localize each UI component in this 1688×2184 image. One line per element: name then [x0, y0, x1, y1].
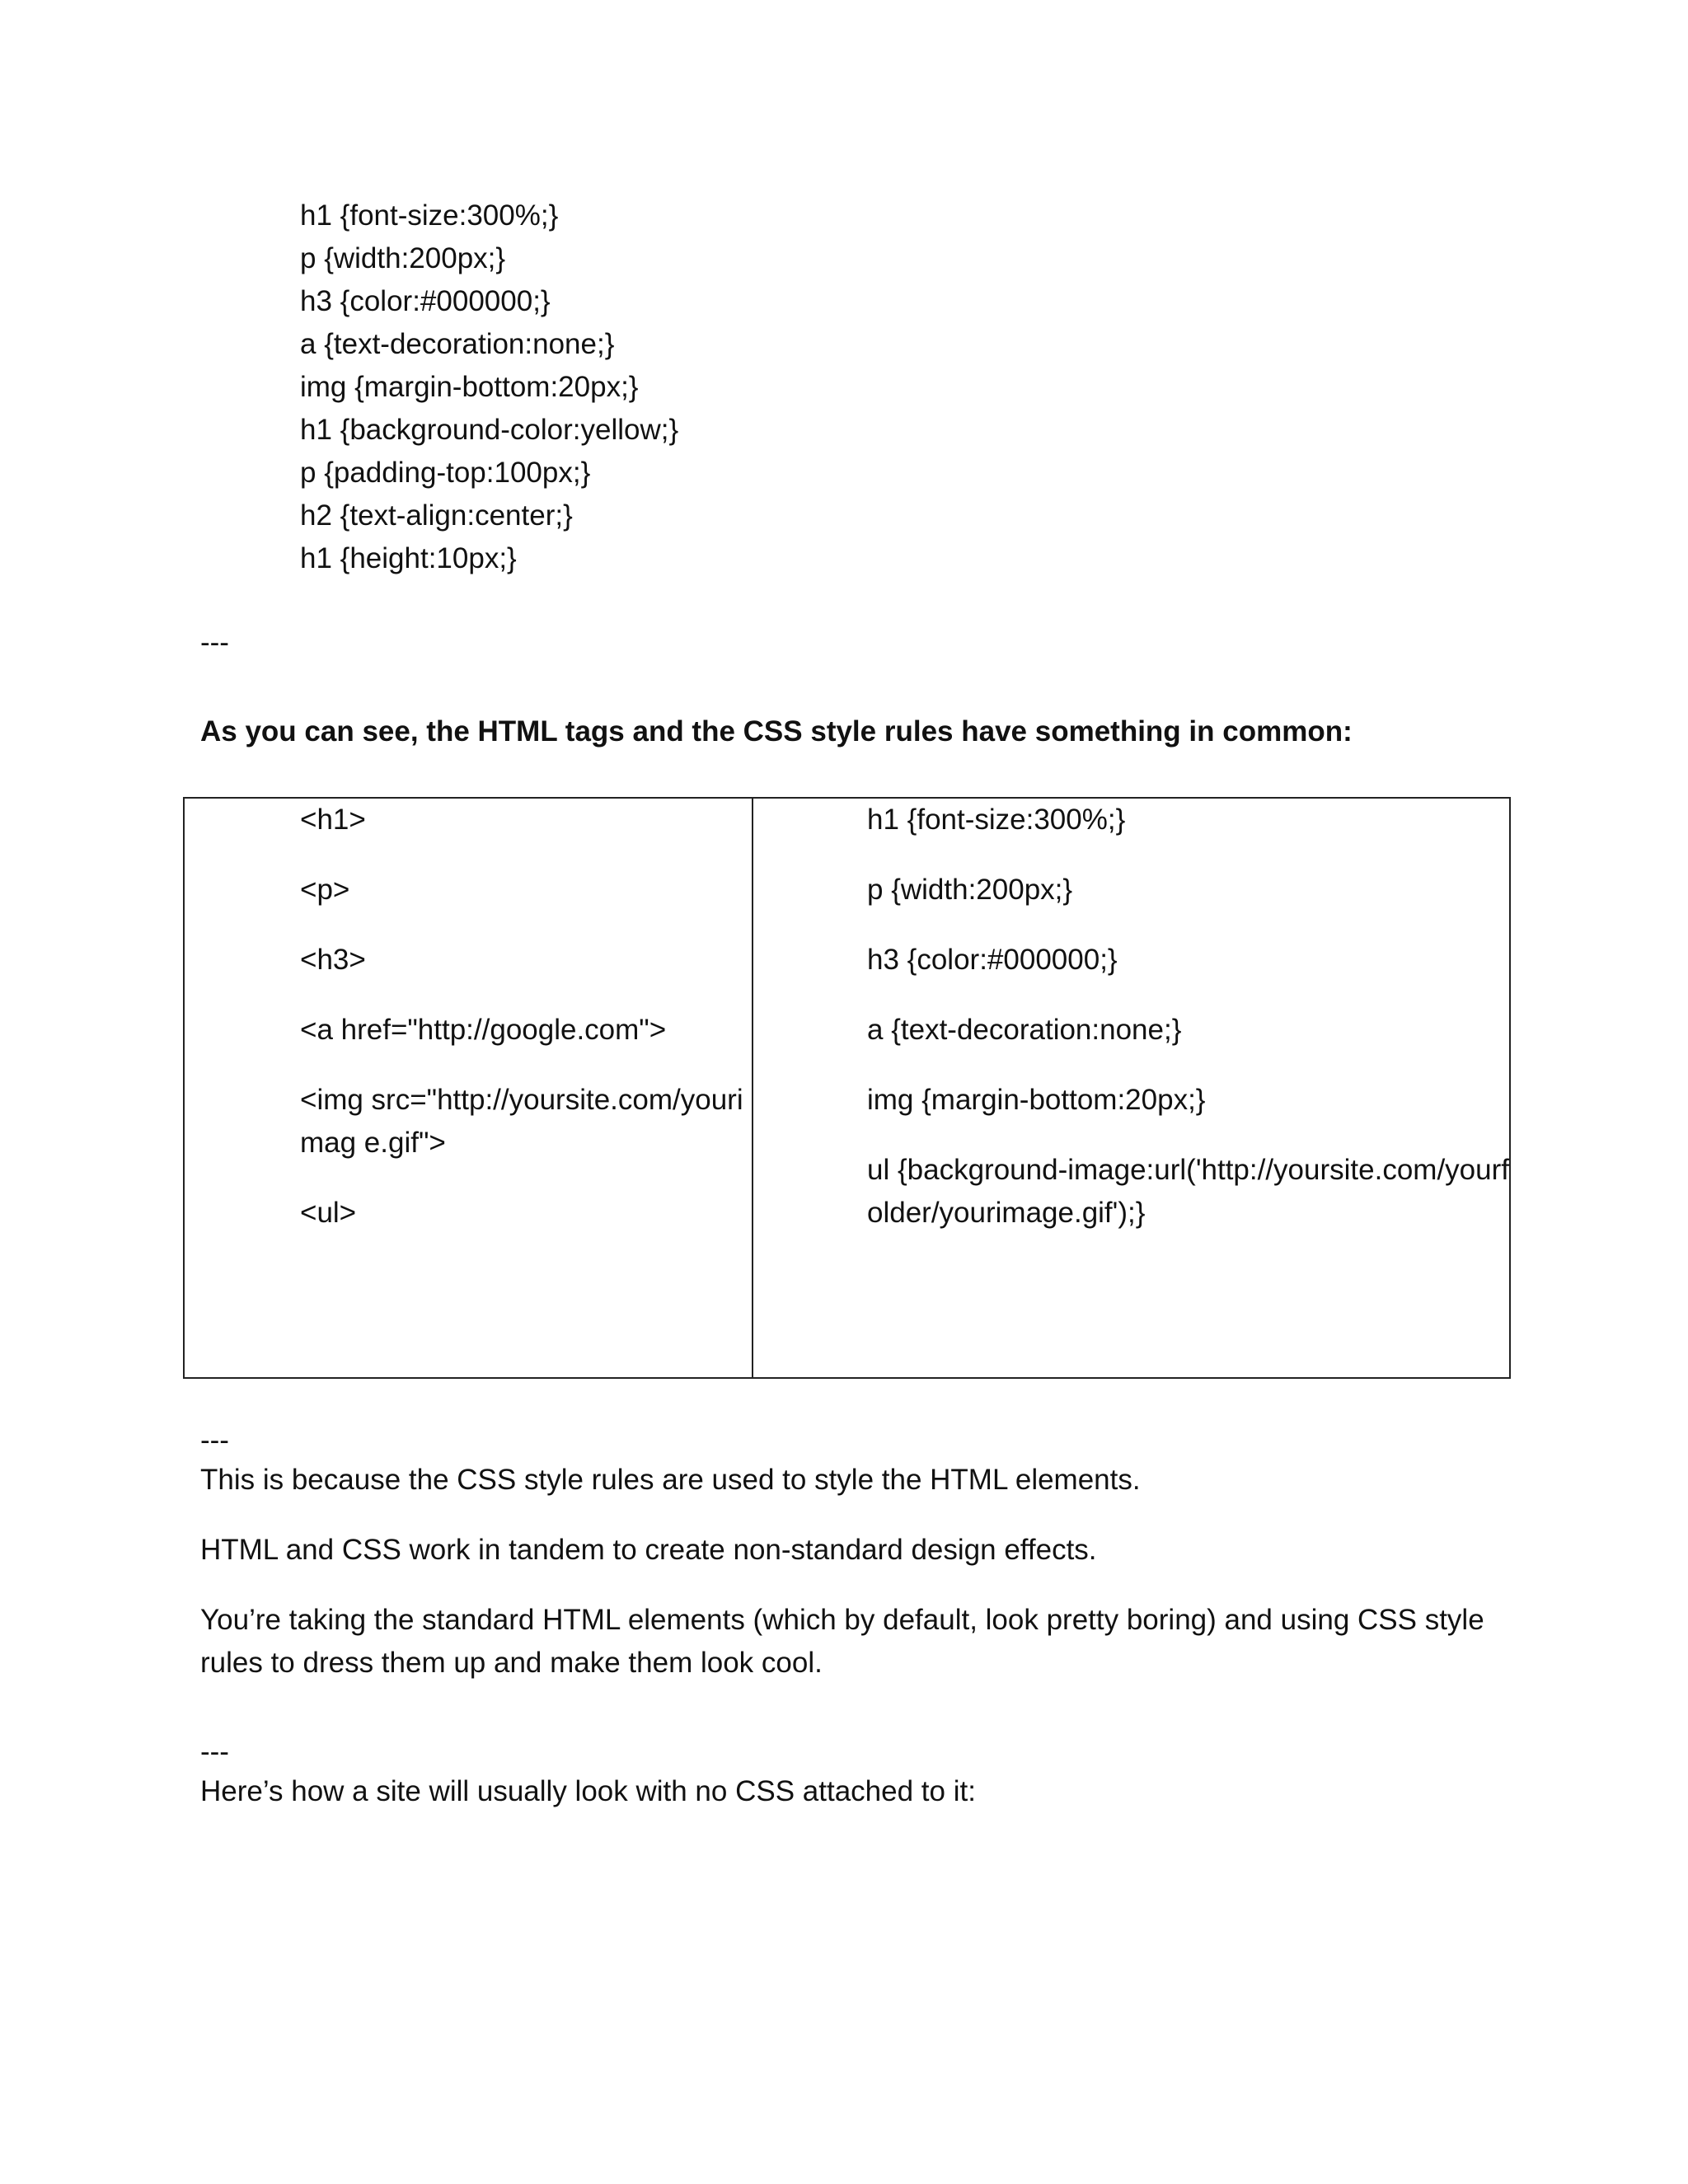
paragraph-1: This is because the CSS style rules are used to style the HTML elements. [200, 1464, 1141, 1496]
css-rule-line: a {text-decoration:none;} [300, 328, 615, 360]
css-rule-line: img {margin-bottom:20px;} [300, 371, 639, 403]
paragraph-4: Here’s how a site will usually look with no CSS attached to it: [200, 1775, 976, 1807]
css-rule-cell: img {margin-bottom:20px;} [867, 1084, 1206, 1116]
css-rule-cell: ul {background-image:url('http://yoursite.com/yourfolder/yourimage.gif');} [867, 1154, 1509, 1229]
css-rule-cell: a {text-decoration:none;} [867, 1014, 1182, 1046]
css-rules-list [867, 799, 1510, 1262]
html-tag-cell: <h3> [300, 944, 366, 976]
css-rule-line: h2 {text-align:center;} [300, 499, 573, 532]
html-tag-cell: <p> [300, 874, 350, 906]
css-rule-list [300, 194, 678, 580]
html-tag-cell: <a href="http://google.com"> [300, 1014, 667, 1046]
separator-3: --- [200, 1736, 229, 1768]
separator-1: --- [200, 626, 229, 658]
paragraph-3: You’re taking the standard HTML elements (which by default, look pretty boring) and using CSS style rules to dress them up and make them look cool. [200, 1604, 1484, 1679]
paragraph-2: HTML and CSS work in tandem to create non-standard design effects. [200, 1534, 1097, 1566]
css-rule-cell: h3 {color:#000000;} [867, 944, 1118, 976]
css-rule-line: p {padding-top:100px;} [300, 457, 591, 489]
css-rules-column [753, 799, 1509, 1377]
html-tag-cell: <h1> [300, 804, 366, 836]
css-rule-line: p {width:200px;} [300, 242, 506, 274]
css-rule-line: h1 {font-size:300%;} [300, 199, 559, 232]
css-rule-line: h3 {color:#000000;} [300, 285, 551, 317]
html-tags-column [185, 799, 753, 1377]
css-rule-line: h1 {background-color:yellow;} [300, 414, 679, 446]
css-rule-cell: h1 {font-size:300%;} [867, 804, 1126, 836]
separator-2: --- [200, 1424, 229, 1456]
html-tags-list [300, 799, 745, 1262]
html-tag-cell: <ul> [300, 1197, 357, 1229]
html-tag-cell: <img src="http://yoursite.com/yourimag e.gif"> [300, 1084, 743, 1159]
section-heading: As you can see, the HTML tags and the CSS style rules have something in common: [200, 715, 1353, 748]
css-rule-line: h1 {height:10px;} [300, 542, 517, 574]
comparison-table [183, 797, 1511, 1379]
css-rule-cell: p {width:200px;} [867, 874, 1073, 906]
